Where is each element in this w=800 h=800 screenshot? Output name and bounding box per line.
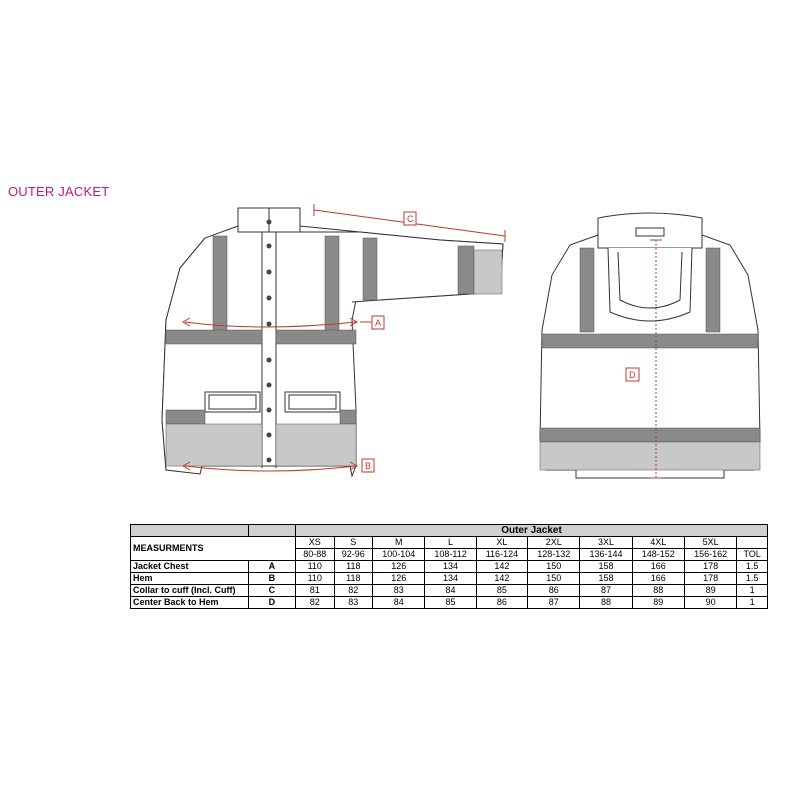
range-header: 128-132	[528, 549, 580, 561]
tol-cell: 1.5	[737, 561, 768, 573]
label-b: B	[365, 461, 372, 471]
row-code: B	[248, 573, 295, 585]
table-row	[131, 573, 768, 585]
cell: 84	[373, 597, 425, 609]
cell: 134	[425, 573, 476, 585]
table-row	[131, 561, 768, 573]
cell: 89	[632, 597, 684, 609]
cell: 81	[296, 585, 335, 597]
table-title: Outer Jacket	[296, 525, 768, 537]
tol-cell: 1	[737, 585, 768, 597]
page-title: OUTER JACKET	[8, 184, 110, 199]
cell: 88	[632, 585, 684, 597]
row-label: Collar to cuff (Incl. Cuff)	[131, 585, 249, 597]
cell: 150	[528, 561, 580, 573]
table-title-row	[131, 525, 768, 537]
cell: 82	[334, 585, 373, 597]
cell: 87	[580, 585, 632, 597]
cell: 134	[425, 561, 476, 573]
cell: 178	[684, 573, 736, 585]
row-code: D	[248, 597, 295, 609]
range-header: 116-124	[476, 549, 527, 561]
size-header: M	[373, 537, 425, 549]
size-header: XL	[476, 537, 527, 549]
cell: 86	[528, 585, 580, 597]
label-d: D	[629, 370, 636, 380]
cell: 90	[684, 597, 736, 609]
table-row	[131, 597, 768, 609]
range-header: 100-104	[373, 549, 425, 561]
row-label: Center Back to Hem	[131, 597, 249, 609]
size-header: 4XL	[632, 537, 684, 549]
row-label: Hem	[131, 573, 249, 585]
size-header: S	[334, 537, 373, 549]
cell: 126	[373, 561, 425, 573]
size-header: XS	[296, 537, 335, 549]
cell: 118	[334, 573, 373, 585]
cell: 118	[334, 561, 373, 573]
table-row	[131, 585, 768, 597]
range-header: 92-96	[334, 549, 373, 561]
cell: 110	[296, 561, 335, 573]
tol-cell: 1.5	[737, 573, 768, 585]
cell: 89	[684, 585, 736, 597]
cell: 158	[580, 573, 632, 585]
size-header: 5XL	[684, 537, 736, 549]
cell: 166	[632, 561, 684, 573]
cell: 84	[425, 585, 476, 597]
label-c: C	[407, 214, 414, 224]
cell: 85	[425, 597, 476, 609]
row-code: A	[248, 561, 295, 573]
size-header: 2XL	[528, 537, 580, 549]
range-header: 156-162	[684, 549, 736, 561]
cell: 126	[373, 573, 425, 585]
cell: 150	[528, 573, 580, 585]
size-header: L	[425, 537, 476, 549]
range-header: 148-152	[632, 549, 684, 561]
range-header: 80-88	[296, 549, 335, 561]
cell: 87	[528, 597, 580, 609]
cell: 85	[476, 585, 527, 597]
label-a: A	[375, 318, 382, 328]
size-header: 3XL	[580, 537, 632, 549]
cell: 82	[296, 597, 335, 609]
cell: 158	[580, 561, 632, 573]
cell: 88	[580, 597, 632, 609]
cell: 178	[684, 561, 736, 573]
cell: 83	[334, 597, 373, 609]
size-chart-table	[130, 524, 768, 609]
range-header: 136-144	[580, 549, 632, 561]
row-label: Jacket Chest	[131, 561, 249, 573]
range-header: 108-112	[425, 549, 476, 561]
size-header-row	[131, 537, 768, 549]
row-code: C	[248, 585, 295, 597]
cell: 86	[476, 597, 527, 609]
measurements-label: MEASURMENTS	[131, 537, 296, 561]
cell: 166	[632, 573, 684, 585]
cell: 83	[373, 585, 425, 597]
tol-header: TOL	[737, 549, 768, 561]
back-hem-band	[540, 442, 760, 470]
tol-cell: 1	[737, 597, 768, 609]
cell: 142	[476, 561, 527, 573]
cell: 110	[296, 573, 335, 585]
cell: 142	[476, 573, 527, 585]
